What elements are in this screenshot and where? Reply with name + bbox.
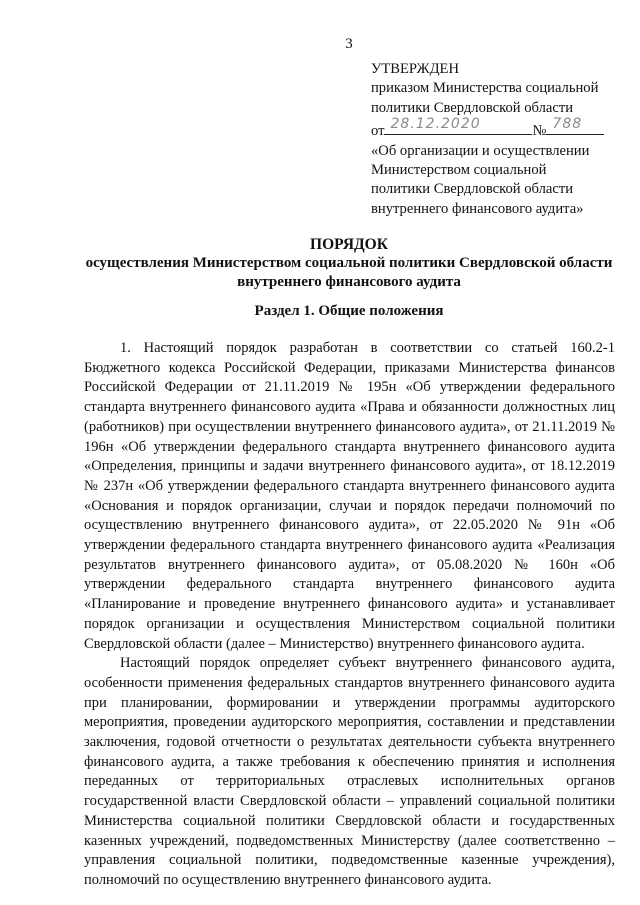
page-number: 3 — [345, 36, 353, 52]
handwritten-date: 28.12.2020 — [390, 116, 481, 133]
approval-subject-line-2: Министерством социальной — [371, 162, 547, 179]
document-subtitle-line-2: внутреннего финансового аудита — [237, 274, 461, 290]
date-prefix: от — [371, 123, 385, 140]
number-field — [546, 118, 604, 135]
approval-heading: УТВЕРЖДЕН — [371, 61, 459, 77]
approval-line-2: политики Свердловской области — [371, 99, 574, 116]
date-field — [384, 118, 532, 135]
handwritten-number: 788 — [552, 116, 583, 133]
approval-stamp-block — [371, 60, 611, 219]
body-text — [84, 339, 615, 891]
document-subtitle-line-1: осуществления Министерством социальной политики Свердловской области — [85, 255, 613, 271]
number-prefix: № — [532, 123, 547, 140]
approval-subject-line-4: внутреннего финансового аудита» — [371, 200, 584, 217]
paragraph-2: Настоящий порядок определяет субъект внутреннего финансового аудита, особенности применения федеральных стандартов внутреннего финансового аудита при планировании, формировании и утверждении программы аудиторского мероприятия, проведении аудиторского мероприятия, составлении и представлении заключения, годовой отчетности о результатах деятельности субъекта внутреннего финансового аудита, а также требования к обеспечению принятия и исполнения переданных от территориальных отраслевых исполнительных органов государственной власти Свердловской области – управлений социальной политики Министерства социальной политики Свердловской области и государственных казенных учреждений, подведомственных Министерству (далее соответственно – управления социальной политики, подведомственные казенные учреждения), полномочий по осуществлению внутреннего финансового аудита. — [84, 655, 615, 888]
approval-line-1: приказом Министерства социальной — [371, 80, 599, 97]
approval-date-number-row — [371, 118, 611, 141]
document-title-block — [0, 235, 640, 292]
approval-subject-line-1: «Об организации и осуществлении — [371, 142, 590, 159]
paragraph-1: 1. Настоящий порядок разработан в соответствии со статьей 160.2-1 Бюджетного кодекса Российской Федерации, приказами Министерства финансов Российской Федерации от 21.11.2019 № 195н «Об утверждении федерального стандарта внутреннего финансового аудита «Права и обязанности должностных лиц (работников) при осуществлении внутреннего финансового аудита», от 21.11.2019 № 196н «Об утверждении федерального стандарта внутреннего финансового аудита «Определения, принципы и задачи внутреннего финансового аудита», от 18.12.2019 № 237н «Об утверждении федерального стандарта внутреннего финансового аудита «Основания и порядок организации, случаи и порядок передачи полномочий по осуществлению внутреннего финансового аудита», от 22.05.2020 № 91н «Об утверждении федерального стандарта внутреннего финансового аудита «Реализация результатов внутреннего финансового аудита», от 05.08.2020 № 160н «Об утверждении федерального стандарта внутреннего финансового аудита «Планирование и проведение внутреннего финансового аудита» и устанавливает порядок организации и осуществления Министерством социальной политики Свердловской области (далее – Министерство) внутреннего финансового аудита. — [84, 340, 615, 652]
section-title: Раздел 1. Общие положения — [254, 303, 444, 319]
approval-subject-line-3: политики Свердловской области — [371, 181, 574, 198]
document-title: ПОРЯДОК — [310, 236, 388, 253]
